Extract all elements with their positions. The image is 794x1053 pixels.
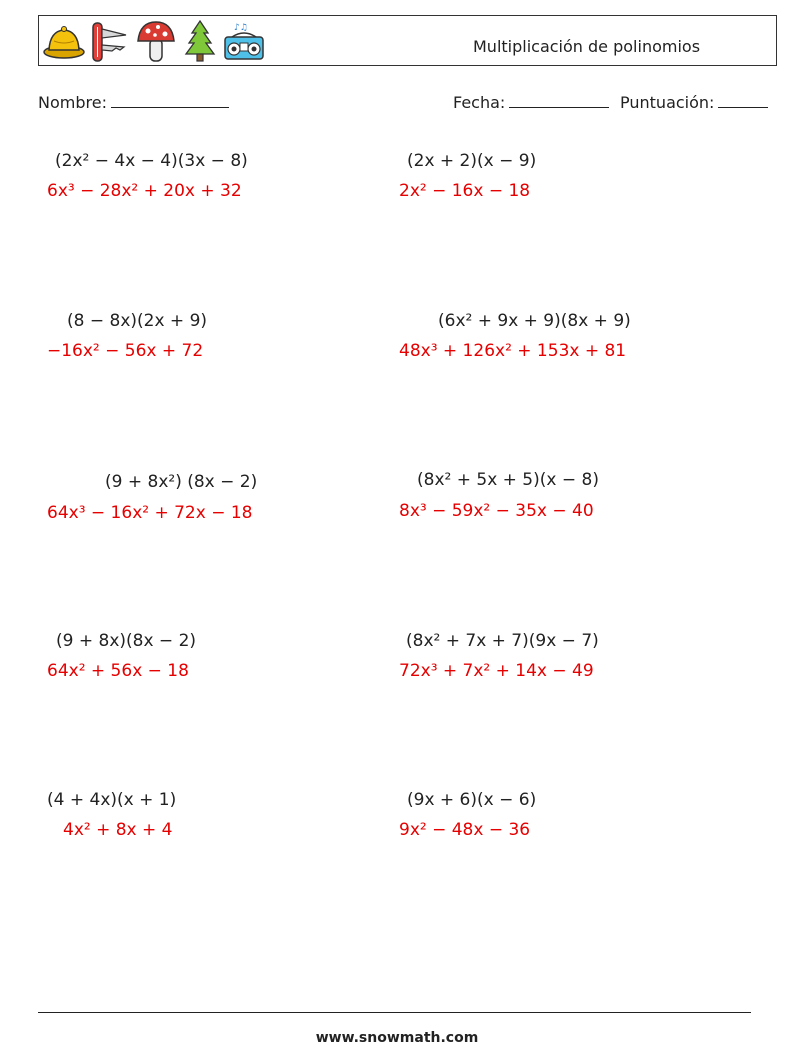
worksheet-title: Multiplicación de polinomios xyxy=(473,37,701,56)
problem-question: (2x + 2)(x − 9) xyxy=(407,151,537,171)
name-label: Nombre: xyxy=(38,93,107,112)
score-label: Puntuación: xyxy=(620,93,715,112)
pocket-knife-icon xyxy=(90,19,130,63)
date-field xyxy=(453,93,609,112)
problem-answer: −16x² − 56x + 72 xyxy=(47,341,204,361)
boombox-icon xyxy=(222,19,266,63)
problem-answer: 4x² + 8x + 4 xyxy=(63,820,173,840)
date-blank[interactable] xyxy=(509,93,609,108)
problem-answer: 72x³ + 7x² + 14x − 49 xyxy=(399,661,594,681)
problem-question: (8 − 8x)(2x + 9) xyxy=(67,311,208,331)
problem-question: (9 + 8x)(8x − 2) xyxy=(56,631,197,651)
problem-question: (9 + 8x²) (8x − 2) xyxy=(105,472,258,492)
problem-question: (8x² + 5x + 5)(x − 8) xyxy=(417,470,599,490)
footer-divider xyxy=(38,1012,751,1013)
problem-answer: 64x² + 56x − 18 xyxy=(47,661,189,681)
problem-question: (4 + 4x)(x + 1) xyxy=(47,790,177,810)
name-field xyxy=(38,93,229,112)
problem-answer: 8x³ − 59x² − 35x − 40 xyxy=(399,501,594,521)
hat-icon xyxy=(42,19,86,63)
score-blank[interactable] xyxy=(718,93,768,108)
problem-answer: 48x³ + 126x² + 153x + 81 xyxy=(399,341,627,361)
problem-question: (9x + 6)(x − 6) xyxy=(407,790,537,810)
footer-site: www.snowmath.com xyxy=(315,1030,479,1046)
date-label: Fecha: xyxy=(453,93,506,112)
pine-tree-icon xyxy=(184,19,216,63)
problem-answer: 64x³ − 16x² + 72x − 18 xyxy=(47,503,253,523)
problem-answer: 9x² − 48x − 36 xyxy=(399,820,531,840)
problem-answer: 6x³ − 28x² + 20x + 32 xyxy=(47,181,242,201)
problem-question: (2x² − 4x − 4)(3x − 8) xyxy=(55,151,248,171)
problem-question: (6x² + 9x + 9)(8x + 9) xyxy=(438,311,631,331)
mushroom-icon xyxy=(136,19,176,63)
problem-question: (8x² + 7x + 7)(9x − 7) xyxy=(406,631,599,651)
problem-answer: 2x² − 16x − 18 xyxy=(399,181,531,201)
score-field xyxy=(620,93,768,112)
svg-text:♪♫: ♪♫ xyxy=(234,23,248,33)
worksheet-header xyxy=(38,15,777,66)
name-blank[interactable] xyxy=(111,93,229,108)
